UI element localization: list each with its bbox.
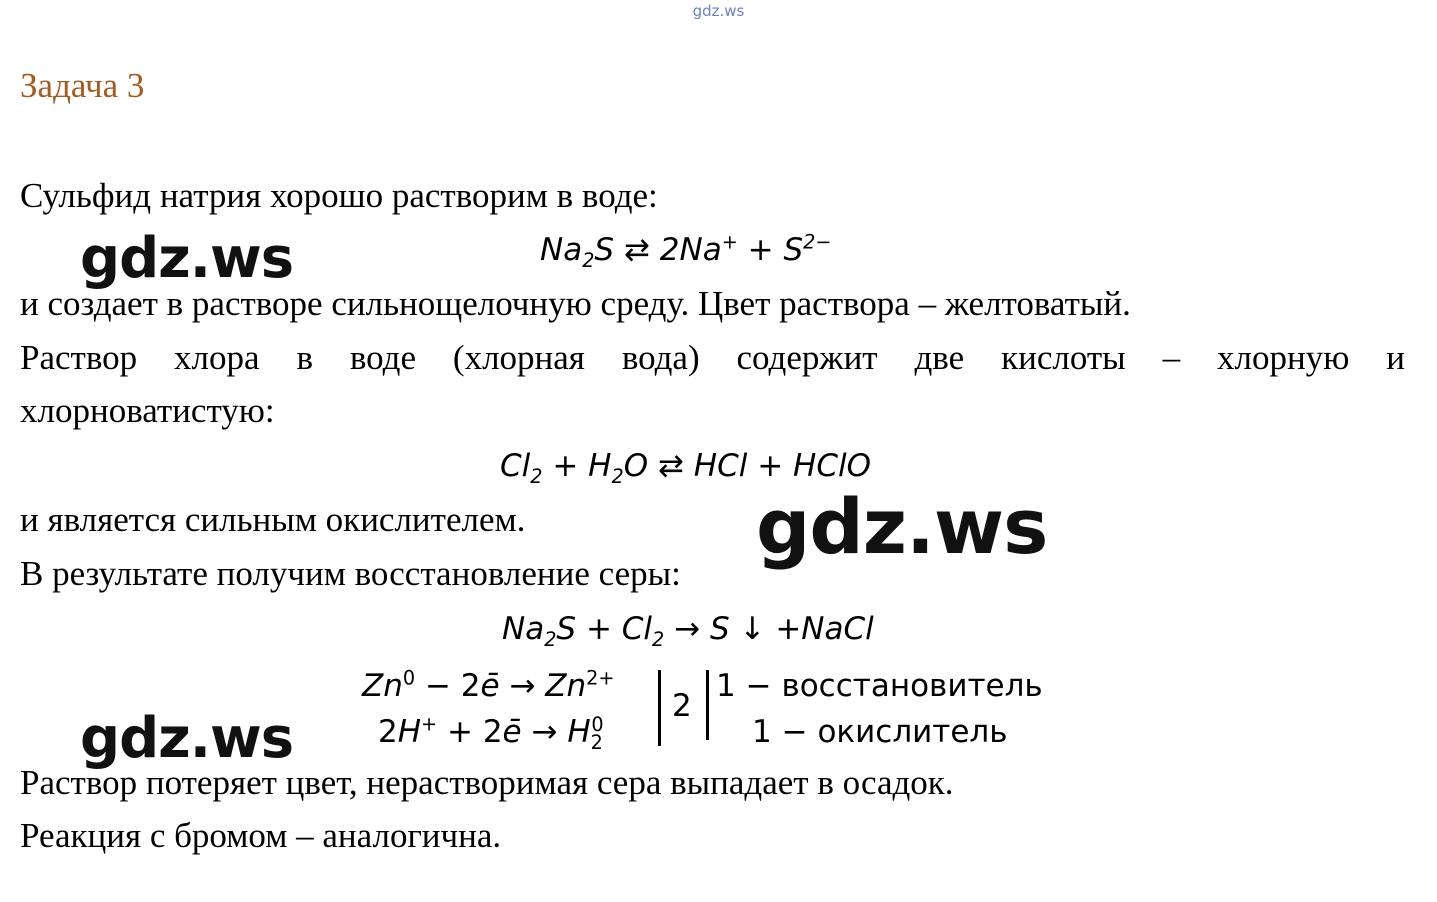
eq2-text: $Cl_2 + H_2O$ ⇄ HCl + HClO (500, 448, 872, 489)
paragraph-2: и создает в растворе сильнощелочную среду. Цвет раствора – желтоватый. (20, 284, 1131, 323)
paragraph-7: Реакция с бромом – аналогична. (20, 816, 502, 855)
paragraph-4: и является сильным окислителем. (20, 500, 526, 539)
watermark-2: gdz.ws (756, 482, 1048, 571)
top-watermark: gdz.ws (692, 2, 745, 20)
redox-line-2: 2H+ + 2ē → $H_2^0$ (378, 712, 604, 755)
paragraph-1: Сульфид натрия хорошо растворим в воде: (20, 176, 658, 215)
redox-role-1-text: восстановитель (781, 668, 1043, 704)
watermark-3: gdz.ws (80, 706, 294, 771)
redox-role-1 (716, 666, 1043, 706)
redox-dash-1: − (745, 668, 772, 704)
eq1-text: $Na_2S$ ⇄ $2Na^+ + S^{2-}$ (540, 230, 832, 273)
redox-electrons: 2 (672, 688, 692, 724)
redox-line-1: $Zn^0$ − 2ē → $Zn^{2+}$ (362, 666, 615, 704)
watermark-1: gdz.ws (80, 226, 294, 291)
paragraph-5: В результате получим восстановление серы: (20, 554, 681, 593)
eq3-text: $Na_2S + Cl_2 \to S$ ↓ +NaCl (502, 611, 874, 652)
task-title: Задача 3 (20, 66, 145, 105)
equation-3 (502, 609, 874, 652)
equation-1 (540, 230, 832, 273)
redox-coef-1: 1 (716, 668, 736, 704)
redox-bar-left (658, 670, 661, 746)
redox-role-2-text: окислитель (817, 714, 1008, 750)
paragraph-3a: Раствор хлора в воде (хлорная вода) содержит две кислоты – хлорную и (20, 338, 1405, 377)
paragraph-3b: хлорноватистую: (20, 391, 275, 430)
redox-coef-2: 1 (752, 714, 772, 750)
redox-bar-right (706, 670, 709, 740)
paragraph-6: Раствор потеряет цвет, нерастворимая сера выпадает в осадок. (20, 763, 954, 802)
equation-2 (500, 446, 872, 489)
redox-dash-2: − (781, 714, 808, 750)
redox-role-2 (752, 712, 1008, 752)
